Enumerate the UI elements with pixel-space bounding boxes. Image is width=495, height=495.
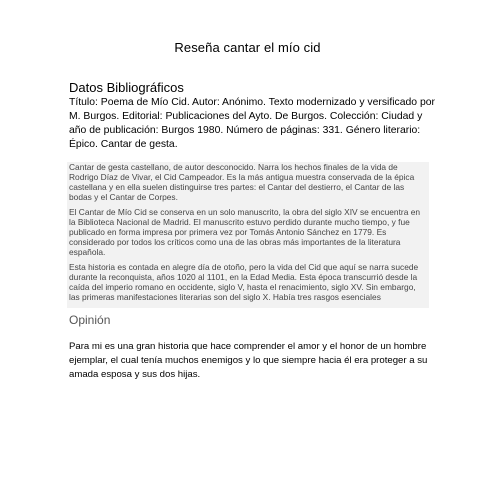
opinion-heading: Opinión [69,313,111,327]
summary-block [67,162,429,308]
opinion-text: Para mi es una gran historia que hace comprender el amor y el honor de un hombre ejemplar, el cual tenía muchos enemigos y lo que siempre hacia él era proteger a su amada esposa y sus dos hijas. [69,341,428,380]
summary-paragraph: Cantar de gesta castellano, de autor desconocido. Narra los hechos finales de la vida de Rodrigo Díaz de Vivar, el Cid Campeador. Es la más antigua muestra conservada de la épica castellana y en ella suelen distinguirse tres partes: el Cantar del destierro, el Cantar de las bodas y el Cantar de Corpes. [69,162,415,202]
document-title: Reseña cantar el mío cid [174,40,321,55]
summary-paragraph: Esta historia es contada en alegre día de otoño, pero la vida del Cid que aquí se narra sucede durante la reconquista, años 1020 al 1101, en la Edad Media. Esta época transcurrió desde la caída del imperio romano en occidente, siglo V, hasta el renacimiento, siglo XV. Sin embargo, las primeras manifestaciones literarias son del siglo X. Había tres rasgos esenciales [69,262,419,302]
bibliographic-text: Título: Poema de Mío Cid. Autor: Anónimo. Texto modernizado y versificado por M. Burgos. Editorial: Publicaciones del Ayto. De Burgos. Colección: Ciudad y año de publicación: Burgos 1980. Número de páginas: 331. Género literario: Épico. Cantar de gesta. [69,97,435,150]
bibliographic-heading: Datos Bibliográficos [69,80,184,95]
summary-paragraph: El Cantar de Mío Cid se conserva en un solo manuscrito, la obra del siglo XIV se encuentra en la Biblioteca Nacional de Madrid. El manuscrito estuvo perdido durante mucho tiempo, y fue publicado en forma impresa por primera vez por Tomás Antonio Sánchez en 1779. Es considerado por todos los críticos como una de las obras más importantes de la literatura española. [69,207,421,257]
